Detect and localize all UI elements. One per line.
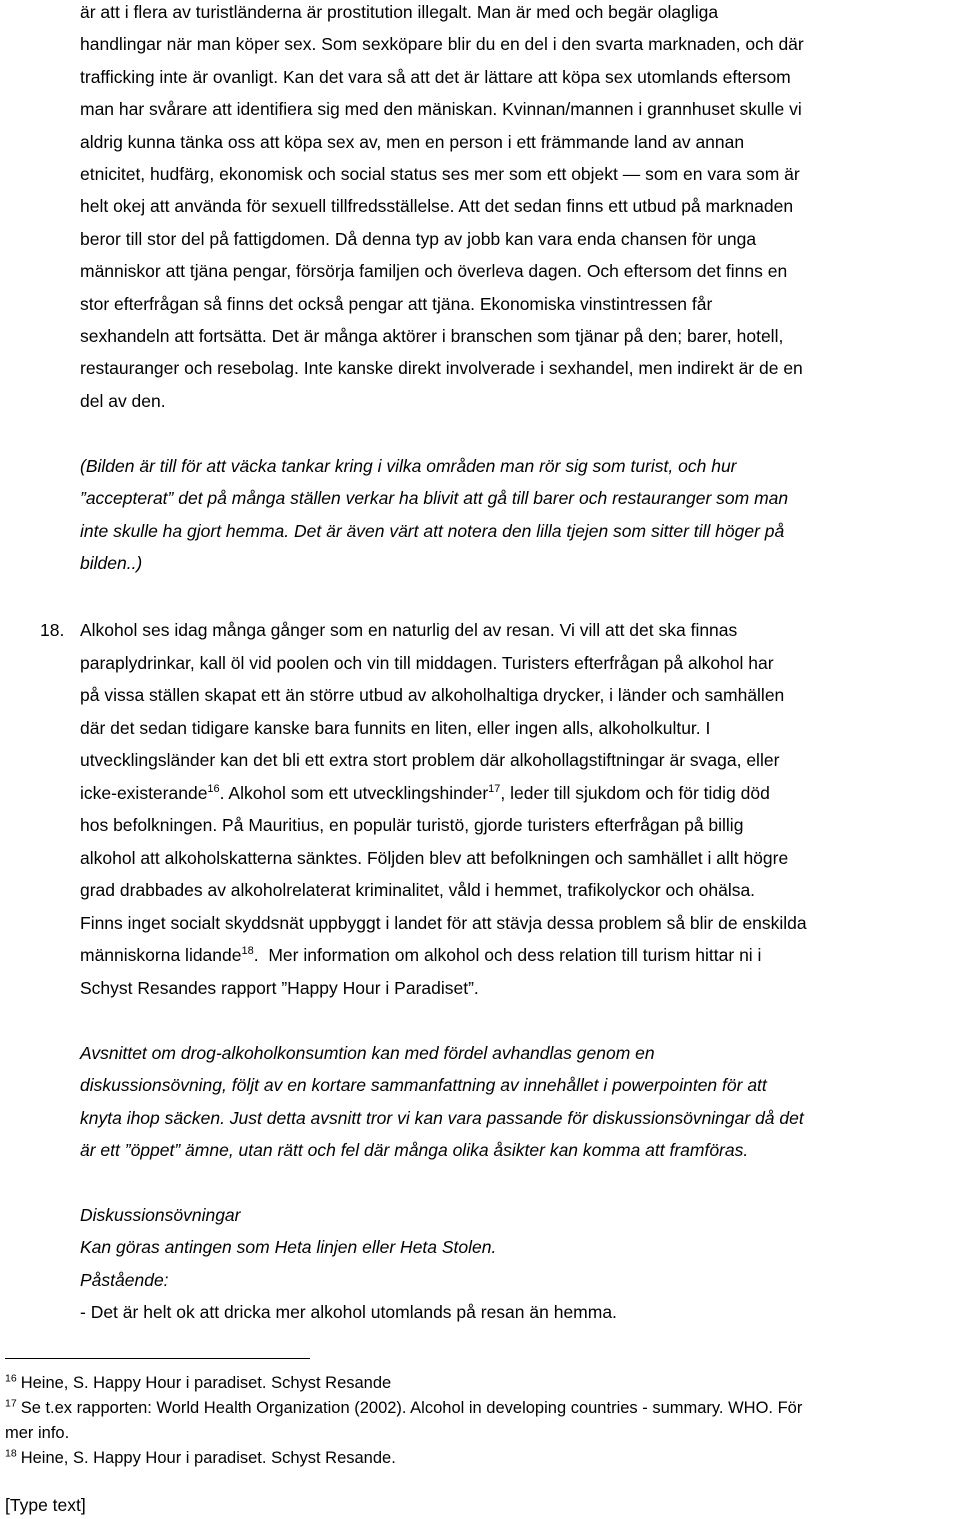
footnote-continuation: mer info. — [5, 1424, 70, 1442]
discussion-section — [80, 1199, 960, 1329]
footnote-text: Heine, S. Happy Hour i paradiset. Schyst Resande. — [20, 1449, 396, 1467]
footnote-reference: 17 — [488, 782, 501, 795]
statement-text: - Det är helt ok att dricka mer alkohol utomlands på resan än hemma. — [80, 1302, 617, 1323]
image-note-paragraph — [80, 450, 960, 580]
footnote-text: Heine, S. Happy Hour i paradiset. Schyst Resande — [20, 1374, 392, 1392]
text-segment: icke-existerande — [80, 782, 208, 803]
paragraph-line: Finns inget socialt skyddsnät uppbyggt i landet för att stävja dessa problem så blir de enskilda — [80, 912, 807, 933]
paragraph-line: alkohol att alkoholskatterna sänktes. Följden blev att befolkningen och samhället i allt högre — [80, 847, 789, 868]
footnote — [5, 1446, 955, 1471]
paragraph-line — [80, 777, 960, 810]
paragraph-line: (Bilden är till för att väcka tankar kring i vilka områden man rör sig som turist, och hur — [80, 456, 737, 476]
paragraph-line: restauranger och resebolag. Inte kanske direkt involverade i sexhandel, men indirekt är de en — [80, 358, 803, 379]
paragraph-line: knyta ihop säcken. Just detta avsnitt tror vi kan vara passande för diskussionsövningar då det — [80, 1107, 804, 1128]
paragraph-line: handlingar när man köper sex. Som sexköpare blir du en del i den svarta marknaden, och där — [80, 34, 804, 55]
text-segment: . Mer information om alkohol och dess relation till turism hittar ni i — [253, 945, 762, 966]
footnote — [5, 1371, 955, 1396]
footnote-number: 16 — [5, 1372, 17, 1385]
paragraph-line: stor efterfrågan så finns det också pengar att tjäna. Ekonomiska vinstintressen får — [80, 293, 713, 314]
paragraph-line — [80, 939, 960, 972]
body-paragraph — [80, 0, 960, 417]
section-note-paragraph — [80, 1037, 960, 1167]
page-footer: [Type text] — [5, 1495, 86, 1515]
paragraph-line: där det sedan tidigare kanske bara funnits en liten, eller ingen alls, alkoholkultur. I — [80, 717, 711, 738]
paragraph-line: på vissa ställen skapat ett än större utbud av alkoholhaltiga drycker, i länder och samhällen — [80, 685, 785, 706]
paragraph-line: etnicitet, hudfärg, ekonomisk och social status ses mer som ett objekt — som en vara som är — [80, 163, 800, 184]
paragraph-line: inte skulle ha gjort hemma. Det är även värt att notera den lilla tjejen som sitter till höger på — [80, 520, 785, 541]
text-segment: . Alkohol som ett utvecklingshinder — [219, 782, 489, 803]
paragraph-line: ”accepterat” det på många ställen verkar ha blivit att gå till barer och restauranger som man — [80, 488, 789, 509]
paragraph-line: aldrig kunna tänka oss att köpa sex av, men en person i ett främmande land av annan — [80, 131, 745, 152]
footnote-separator — [5, 1358, 310, 1359]
paragraph-line: helt okej att använda för sexuell tillfredsställelse. Att det sedan finns ett utbud på marknaden — [80, 196, 794, 217]
paragraph-line: Schyst Resandes rapport ”Happy Hour i Paradiset”. — [80, 978, 479, 999]
footnote-reference: 18 — [241, 945, 254, 958]
paragraph-line: trafficking inte är ovanligt. Kan det vara så att det är lättare att köpa sex utomlands eftersom — [80, 66, 791, 87]
paragraph-line: sexhandeln att fortsätta. Det är många aktörer i branschen som tjänar på den; barer, hotell, — [80, 325, 784, 346]
discussion-method: Kan göras antingen som Heta linjen eller Heta Stolen. — [80, 1237, 497, 1258]
paragraph-line: paraplydrinkar, kall öl vid poolen och vin till middagen. Turisters efterfrågan på alkohol har — [80, 652, 774, 673]
paragraph-line: Alkohol ses idag många gånger som en naturlig del av resan. Vi vill att det ska finnas — [80, 620, 738, 640]
paragraph-line: man har svårare att identifiera sig med den mäniskan. Kvinnan/mannen i grannhuset skulle vi — [80, 99, 802, 120]
list-item-number: 18. — [40, 620, 65, 640]
paragraph-line: hos befolkningen. På Mauritius, en populär turistö, gjorde turisters efterfrågan på billig — [80, 815, 744, 836]
paragraph-line: är ett ”öppet” ämne, utan rätt och fel där många olika åsikter kan komma att framföras. — [80, 1140, 749, 1161]
paragraph-line: beror till stor del på fattigdomen. Då denna typ av jobb kan vara enda chansen för unga — [80, 228, 757, 249]
discussion-heading: Diskussionsövningar — [80, 1205, 241, 1225]
paragraph-line: grad drabbades av alkoholrelaterat kriminalitet, våld i hemmet, trafikolyckor och ohälsa. — [80, 880, 756, 901]
statement-label: Påstående: — [80, 1269, 169, 1290]
numbered-list-item — [80, 614, 960, 1005]
paragraph-line: bilden..) — [80, 553, 143, 574]
footnote-reference: 16 — [207, 782, 220, 795]
footnotes — [5, 1371, 955, 1471]
paragraph-line: Avsnittet om drog-alkoholkonsumtion kan med fördel avhandlas genom en — [80, 1043, 655, 1063]
text-segment: , leder till sjukdom och för tidig död — [500, 782, 770, 803]
paragraph-line: diskussionsövning, följt av en kortare sammanfattning av innehållet i powerpointen för att — [80, 1075, 767, 1096]
footnote-number: 17 — [5, 1397, 17, 1410]
text-segment: människorna lidande — [80, 945, 242, 966]
paragraph-line: utvecklingsländer kan det bli ett extra stort problem där alkohollagstiftningar är svaga, eller — [80, 750, 780, 771]
footnote-number: 18 — [5, 1447, 17, 1460]
footnote — [5, 1396, 955, 1421]
paragraph-line: är att i flera av turistländerna är prostitution illegalt. Man är med och begär olagliga — [80, 2, 719, 22]
paragraph-line: människor att tjäna pengar, försörja familjen och överleva dagen. Och eftersom det finns en — [80, 261, 788, 282]
footnote-text: Se t.ex rapporten: World Health Organization (2002). Alcohol in developing countries - summary. WHO. För — [20, 1399, 803, 1417]
paragraph-line: del av den. — [80, 390, 166, 411]
